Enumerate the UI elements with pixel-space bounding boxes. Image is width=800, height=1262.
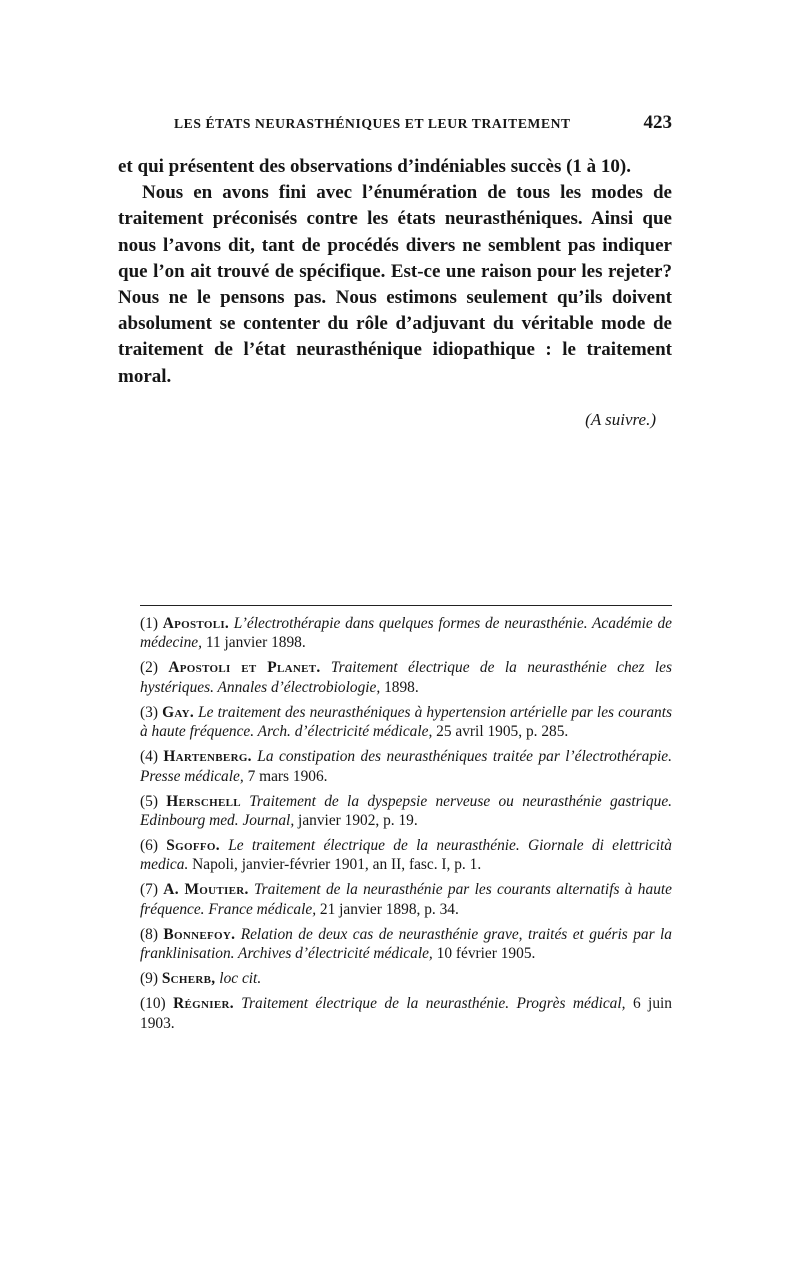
footnote: (4) Hartenberg. La constipation des neurasthéniques traitée par l’électrothérapie. Presse médicale, 7 mars 1906. — [140, 748, 672, 785]
footnote: (9) Scherb, loc cit. — [140, 970, 262, 988]
running-header — [118, 112, 672, 140]
footnote: (5) Herschell Traitement de la dyspepsie nerveuse ou neurasthénie gastrique. Edinbourg med. Journal, janvier 1902, p. 19. — [140, 792, 672, 830]
footnote: (1) Apostoli. L’électrothérapie dans quelques formes de neurasthénie. Académie de médecine, 11 janvier 1898. — [140, 615, 672, 652]
footnote: (7) A. Moutier. Traitement de la neurasthénie par les courants alternatifs à haute fréquence. France médicale, 21 janvier 1898, p. 34. — [140, 881, 672, 918]
paragraph-conclusion: Nous en avons fini avec l’énumération de tous les modes de traitement préconisés contre les états neurasthéniques. Ainsi que nous l’avons dit, tant de procédés divers ne semblent pas indiquer que l’on ait trouvé de spécifique. Est-ce une raison pour les rejeter? Nous ne le pensons pas. Nous estimons seulement qu’ils doivent absolument se contenter du rôle d’adjuvant du véritable mode de traitement de l’état neurasthénique idiopathique : le traitement moral. — [118, 182, 672, 387]
footnotes — [140, 614, 672, 1039]
footnote: (2) Apostoli et Planet. Traitement électrique de la neurasthénie chez les hystériques. Annales d’électrobiologie, 1898. — [140, 659, 672, 696]
book-page — [118, 112, 672, 1032]
footnote: (6) Sgoffo. Le traitement électrique de la neurasthénie. Giornale di elettricità medica. Napoli, janvier-février 1901, an II, fasc. I, p. 1. — [140, 837, 672, 874]
main-text — [118, 154, 672, 390]
footnote: (3) Gay. Le traitement des neurasthéniques à hypertension artérielle par les courants à haute fréquence. Arch. d’électricité médicale, 25 avril 1905, p. 285. — [140, 703, 672, 741]
running-title: LES ÉTATS NEURASTHÉNIQUES ET LEUR TRAITEMENT — [174, 116, 571, 131]
to-be-continued: (A suivre.) — [585, 409, 656, 429]
footnote: (8) Bonnefoy. Relation de deux cas de neurasthénie grave, traités et guéris par la franklinisation. Archives d’électricité médicale, 10 février 1905. — [140, 925, 672, 963]
footnote-separator — [140, 605, 672, 606]
paragraph-continuation: et qui présentent des observations d’indéniables succès (1 à 10). — [118, 156, 632, 177]
footnote: (10) Régnier. Traitement électrique de la neurasthénie. Progrès médical, 6 juin 1903. — [140, 995, 672, 1032]
page-number: 423 — [643, 112, 672, 133]
